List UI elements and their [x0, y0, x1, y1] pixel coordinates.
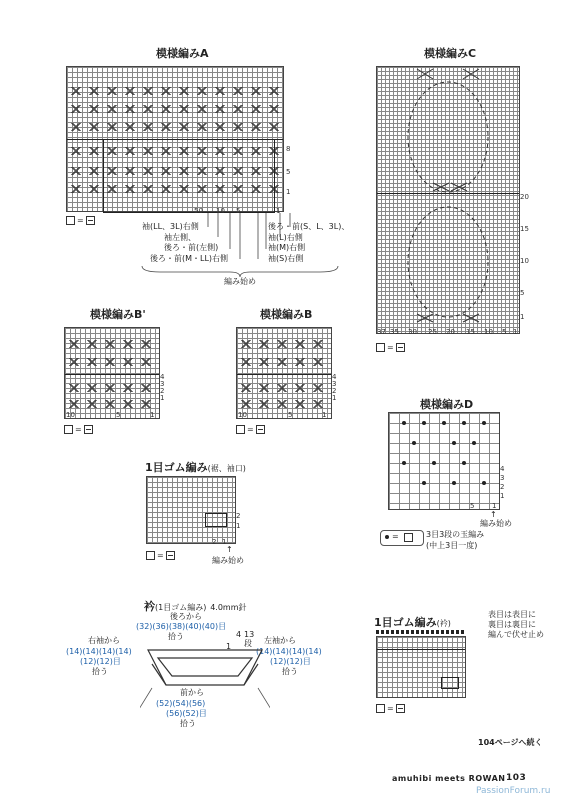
purl-symbol-icon	[396, 704, 405, 713]
pattern-c-legend: =	[376, 343, 405, 352]
collar-back-label: 後ろから	[170, 612, 202, 621]
row-number: 2	[236, 512, 241, 520]
pattern-d-title: 模様編みD	[420, 398, 474, 411]
row-number: 1	[520, 313, 525, 321]
page-number: 103	[506, 773, 527, 783]
annotation: 後ろ・前(左側)	[164, 243, 219, 252]
equals-sign: =	[392, 532, 399, 541]
start-arrow-icon: ↑	[490, 510, 497, 519]
row-number: 10	[520, 257, 529, 265]
collar-front-label: 前から	[180, 688, 204, 697]
knit-symbol-icon	[376, 704, 385, 713]
row-number: 5	[520, 289, 525, 297]
stitch-number: 35	[390, 328, 399, 336]
collar-left-sleeve: 左袖から	[264, 636, 296, 645]
stitch-number: 1	[513, 328, 518, 336]
start-label: 編み始め	[224, 277, 256, 286]
stitch-number: 20	[446, 328, 455, 336]
pattern-c-title: 模様編みC	[424, 47, 477, 60]
purl-symbol-icon	[84, 425, 93, 434]
bindoff-row	[376, 630, 464, 634]
collar-title: 衿(1目ゴム編み) 4.0mm針	[144, 600, 247, 613]
collar-left-counts-2: (12)(12)目	[270, 657, 311, 666]
bobble-note: (中上3目一度)	[426, 541, 478, 550]
brace-icon	[140, 264, 340, 278]
purl-symbol-icon	[256, 425, 265, 434]
row-number: 4	[332, 373, 337, 381]
stitch-number: 1	[492, 502, 497, 510]
pattern-b-chart	[236, 327, 332, 419]
bindoff-note: 裏目は裏目に	[488, 620, 536, 629]
rib-chart	[146, 476, 236, 544]
pattern-a-title: 模様編みA	[156, 47, 209, 60]
collar-diagram	[140, 640, 270, 740]
rib-collar-chart	[376, 636, 466, 698]
row-number: 20	[520, 193, 529, 201]
collar-right-counts-2: (12)(12)目	[80, 657, 121, 666]
stitch-number: 5	[470, 502, 475, 510]
pattern-c-chart	[376, 66, 520, 334]
annotation: 後ろ・前(M・LL)右側	[150, 254, 229, 263]
collar-front-counts: (52)(54)(56)	[156, 699, 206, 708]
stitch-number: 2	[212, 538, 217, 546]
collar-left-counts: (14)(14)(14)(14)	[256, 647, 322, 656]
knit-symbol-icon	[66, 216, 75, 225]
annotation: 袖(M)右側	[268, 243, 306, 252]
stitch-number: 10	[484, 328, 493, 336]
stitch-number: 1	[322, 411, 327, 419]
row-number: 3	[500, 474, 505, 482]
start-arrow-icon: ↑	[226, 545, 233, 554]
annotation: 袖(L)右側	[268, 233, 303, 242]
pattern-a-legend: =	[66, 216, 95, 225]
stitch-number: 50	[194, 207, 203, 215]
bobble-dot-icon	[385, 535, 389, 539]
stitch-number: 15	[466, 328, 475, 336]
row-number: 2	[160, 387, 165, 395]
collar-bindoff-num: 1	[226, 642, 232, 651]
pattern-d-chart	[388, 412, 500, 510]
annotation: 後ろ・前(S、L、3L)、	[268, 222, 350, 231]
stitch-number: 1	[276, 207, 281, 215]
row-number: 1	[500, 492, 505, 500]
knit-symbol-icon	[376, 343, 385, 352]
rib-collar-legend: =	[376, 704, 405, 713]
stitch-number: 1	[222, 538, 227, 546]
annotation: 袖(LL、3L)右側	[142, 222, 199, 231]
collar-right-pick: 拾う	[92, 667, 108, 676]
pattern-b-prime-title: 模様編みB'	[90, 308, 146, 321]
collar-front-pick: 拾う	[180, 719, 196, 728]
row-number: 5	[286, 168, 291, 176]
knit-symbol-icon	[236, 425, 245, 434]
row-number: 1	[332, 394, 337, 402]
continue-note: 104ページへ続く	[478, 738, 543, 747]
start-label: 編み始め	[480, 519, 512, 528]
pattern-b-prime-chart	[64, 327, 160, 419]
row-number: 1	[160, 394, 165, 402]
collar-side-rows: 13段	[244, 630, 255, 648]
row-number: 2	[332, 387, 337, 395]
pattern-b-title: 模様編みB	[260, 308, 313, 321]
annotation: 袖(S)右側	[268, 254, 304, 263]
stitch-number: 5	[288, 411, 293, 419]
brand-name: amuhibi meets ROWAN	[392, 774, 506, 783]
stitch-number: 25	[428, 328, 437, 336]
bindoff-note: 編んで伏せ止め	[488, 630, 544, 639]
rib-title: 1目ゴム編み(裾、袖口)	[145, 461, 246, 474]
collar-back-pick: 拾う	[168, 632, 184, 641]
stitch-number: 37	[377, 328, 386, 336]
stitch-number: 5	[236, 207, 241, 215]
pattern-a-chart	[66, 66, 284, 212]
stitch-number: 10	[238, 411, 247, 419]
stitch-number: 5	[116, 411, 121, 419]
stitch-number: 1	[150, 411, 155, 419]
stitch-number: 10	[216, 207, 225, 215]
watermark: PassionForum.ru	[476, 786, 551, 796]
collar-left-pick: 拾う	[282, 667, 298, 676]
knit-symbol-icon	[146, 551, 155, 560]
row-number: 1	[236, 522, 241, 530]
stitch-number: 5	[502, 328, 507, 336]
purl-symbol-icon	[396, 343, 405, 352]
row-number: 2	[500, 483, 505, 491]
bindoff-note: 表目は表目に	[488, 610, 536, 619]
knit-symbol-icon	[64, 425, 73, 434]
collar-front-counts-2: (56)(52)目	[166, 709, 207, 718]
collar-back-counts: (32)(36)(38)(40)(40)目	[136, 622, 227, 631]
stitch-number: 30	[408, 328, 417, 336]
row-number: 8	[286, 145, 291, 153]
pattern-b-legend: =	[236, 425, 265, 434]
rib-legend: =	[146, 551, 175, 560]
pattern-b-prime-legend: =	[64, 425, 93, 434]
annotation: 袖左側、	[164, 233, 196, 242]
row-number: 3	[332, 380, 337, 388]
row-number: 4	[500, 465, 505, 473]
row-number: 3	[160, 380, 165, 388]
start-label: 編み始め	[212, 556, 244, 565]
rib-collar-title: 1目ゴム編み(衿)	[374, 616, 451, 629]
row-number: 15	[520, 225, 529, 233]
purl-symbol-icon	[166, 551, 175, 560]
purl-symbol-icon	[86, 216, 95, 225]
collar-side-num: 4	[236, 630, 242, 639]
row-number: 4	[160, 373, 165, 381]
row-number: 1	[286, 188, 291, 196]
stitch-number: 10	[66, 411, 75, 419]
collar-right-sleeve: 右袖から	[88, 636, 120, 645]
bobble-note: 3目3段の玉編み	[426, 530, 485, 539]
bobble-symbol-icon	[404, 533, 413, 542]
collar-right-counts: (14)(14)(14)(14)	[66, 647, 132, 656]
